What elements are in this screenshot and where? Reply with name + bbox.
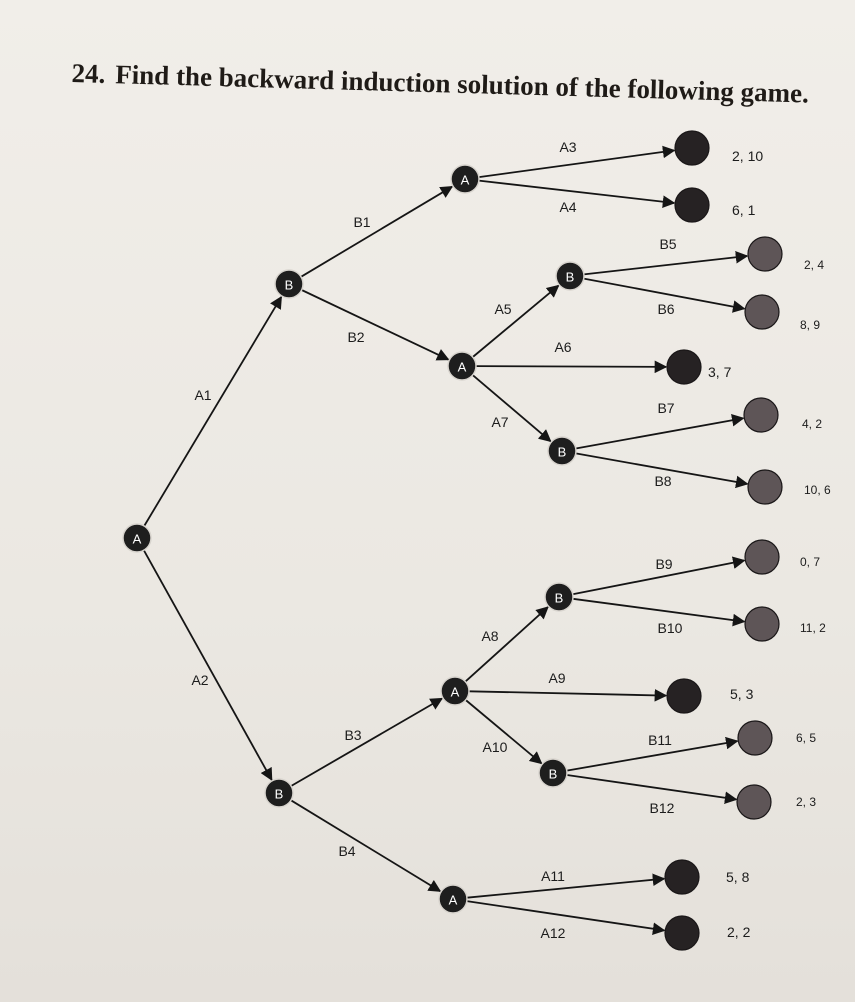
decision-nodes	[123, 165, 584, 913]
edge-a12	[467, 901, 664, 930]
player-label: B	[557, 444, 567, 460]
payoff-2: 6, 1	[732, 202, 756, 218]
payoff-9: 11, 2	[800, 621, 826, 635]
terminal-node-3	[748, 237, 782, 271]
terminal-node-9	[745, 607, 779, 641]
edge-label-a11: A11	[541, 868, 565, 884]
decision-node-b-bottom	[265, 779, 293, 807]
edge-label-a7: A7	[491, 414, 509, 430]
edge-a6	[476, 366, 666, 367]
edge-a5	[473, 286, 559, 357]
player-label: B	[554, 590, 564, 606]
terminal-node-11	[738, 721, 772, 755]
edge-label-a1: A1	[194, 387, 212, 403]
question-number: 24.	[71, 58, 106, 89]
edge-label-a4: A4	[559, 199, 577, 215]
edge-a7	[473, 375, 551, 441]
edge-a2	[144, 550, 272, 780]
edge-a1	[144, 297, 281, 526]
payoff-4: 8, 9	[800, 318, 821, 332]
edge-a11	[467, 879, 664, 898]
payoff-11: 6, 5	[796, 731, 817, 745]
terminal-node-12	[737, 785, 771, 819]
decision-node-a-b4	[439, 885, 467, 913]
edge-label-b4: B4	[338, 843, 356, 859]
player-label: B	[284, 277, 294, 293]
terminal-node-2	[675, 188, 709, 222]
edge-label-a9: A9	[548, 670, 566, 686]
terminal-node-10	[667, 679, 701, 713]
edge-label-b2: B2	[347, 329, 365, 345]
edge-label-b10: B10	[657, 620, 683, 636]
decision-node-a-b2	[448, 352, 476, 380]
edge-b1	[301, 187, 452, 277]
terminal-node-13	[665, 860, 699, 894]
edge-b2	[302, 290, 449, 360]
decision-node-b-top	[275, 270, 303, 298]
payoff-5: 3, 7	[708, 364, 732, 380]
edge-b3	[291, 699, 442, 787]
payoff-12: 2, 3	[796, 795, 817, 809]
terminal-nodes	[665, 131, 782, 950]
edge-label-a6: A6	[554, 339, 572, 355]
player-label: B	[548, 766, 558, 782]
edge-label-b3: B3	[344, 727, 362, 743]
edge-b5	[584, 256, 747, 274]
payoff-14: 2, 2	[727, 924, 751, 940]
edge-label-a10: A10	[482, 739, 508, 755]
player-label: A	[460, 172, 470, 188]
question-text: Find the backward induction solution of the following game.	[114, 59, 810, 109]
terminal-node-7	[748, 470, 782, 504]
edge-label-b9: B9	[655, 556, 673, 572]
edge-labels	[191, 139, 682, 941]
edge-label-b7: B7	[657, 400, 675, 416]
edge-a9	[469, 691, 666, 695]
terminal-node-14	[665, 916, 699, 950]
payoff-3: 2, 4	[804, 258, 825, 272]
decision-node-b-a7	[548, 437, 576, 465]
payoff-7: 10, 6	[804, 483, 831, 497]
terminal-node-4	[745, 295, 779, 329]
edge-a8	[465, 607, 548, 682]
decision-node-a-b1	[451, 165, 479, 193]
player-label: A	[448, 892, 458, 908]
payoff-1: 2, 10	[732, 148, 764, 164]
decision-node-root	[123, 524, 151, 552]
edge-label-a12: A12	[540, 925, 566, 941]
payoff-13: 5, 8	[726, 869, 750, 885]
terminal-node-5	[667, 350, 701, 384]
edge-label-b6: B6	[657, 301, 675, 317]
decision-node-a-b3	[441, 677, 469, 705]
edge-b7	[576, 418, 744, 448]
terminal-node-8	[745, 540, 779, 574]
edge-label-b12: B12	[649, 800, 675, 816]
edge-label-a8: A8	[481, 628, 499, 644]
decision-node-b-a8	[545, 583, 573, 611]
edge-label-b11: B11	[648, 732, 672, 748]
edge-b10	[573, 599, 744, 622]
edge-label-b1: B1	[353, 214, 371, 230]
payoff-8: 0, 7	[800, 555, 821, 569]
player-label: A	[132, 531, 142, 547]
decision-node-b-a5	[556, 262, 584, 290]
terminal-node-6	[744, 398, 778, 432]
player-label: A	[457, 359, 467, 375]
edge-label-b5: B5	[659, 236, 677, 252]
payoff-6: 4, 2	[802, 417, 823, 431]
edge-label-a3: A3	[559, 139, 577, 155]
payoff-10: 5, 3	[730, 686, 754, 702]
player-label: B	[565, 269, 575, 285]
player-label: B	[274, 786, 284, 802]
terminal-node-1	[675, 131, 709, 165]
edge-b12	[567, 775, 736, 799]
edge-label-a2: A2	[191, 672, 209, 688]
decision-node-b-a10	[539, 759, 567, 787]
edge-label-a5: A5	[494, 301, 512, 317]
player-label: A	[450, 684, 460, 700]
edge-label-b8: B8	[654, 473, 672, 489]
edge-b4	[291, 800, 440, 891]
